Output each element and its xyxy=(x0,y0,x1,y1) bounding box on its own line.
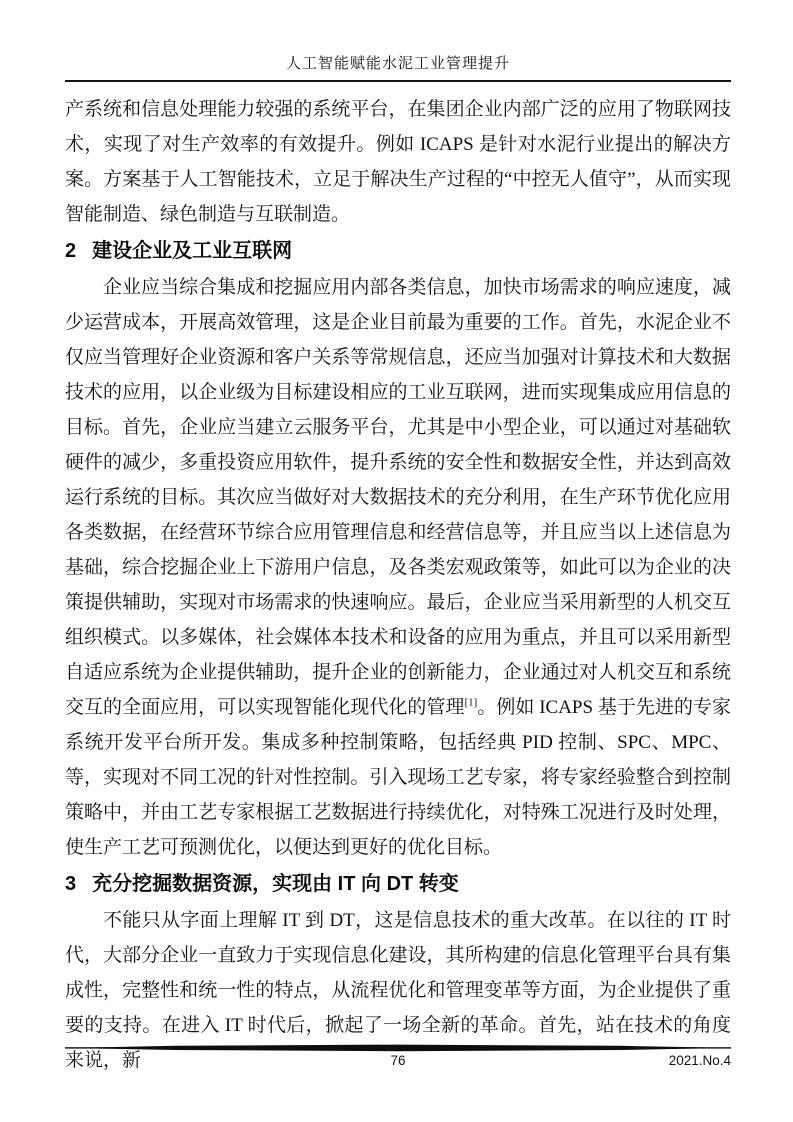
section-2-heading xyxy=(65,232,731,270)
running-header-title: 人工智能赋能水泥工业管理提升 xyxy=(285,56,510,72)
section-3-number: 3 xyxy=(65,873,77,895)
citation-ref-1: [1] xyxy=(464,696,478,709)
running-header xyxy=(65,52,731,82)
page-number: 76 xyxy=(390,1053,406,1068)
page-footer xyxy=(65,1053,731,1073)
footer-divider xyxy=(65,1044,731,1052)
section-2-title: 建设企业及工业互联网 xyxy=(92,240,293,262)
document-body xyxy=(65,92,731,1078)
section-2-paragraph-text: 企业应当综合集成和挖掘应用内部各类信息，加快市场需求的响应速度，减少运营成本，开展高效管理，这是企业目前最为重要的工作。首先，水泥企业不仅应当管理好企业资源和客户关系等常规信息，还应当加强对计算技术和大数据技术的应用，以企业级为目标建设相应的工业互联网，进而实现集成应用信息的目标。首先，企业应当建立云服务平台，尤其是中小型企业，可以通过对基础软硬件的减少，多重投资应用软件，提升系统的安全性和数据安全性，并达到高效运行系统的目标。其次应当做好对大数据技术的充分利用，在生产环节优化应用各类数据，在经营环节综合应用管理信息和经营信息等，并且应当以上述信息为基础，综合挖掘企业上下游用户信息，及各类宏观政策等，如此可以为企业的决策提供辅助，实现对市场需求的快速响应。最后，企业应当采用新型的人机交互组织模式。以多媒体，社会媒体本技术和设备的应用为重点，并且可以采用新型自适应系统为企业提供辅助，提升企业的创新能力，企业通过对人机交互和系统交互的全面应用，可以实现智能化现代化的管理 xyxy=(65,277,731,718)
section-2-paragraph xyxy=(65,270,731,865)
section-3-paragraph: 不能只从字面上理解 IT 到 DT，这是信息技术的重大改革。在以往的 IT 时代，大部分企业一直致力于实现信息化建设，其所构建的信息化管理平台具有集成性，完整性和统一性的特点，从流程优化和管理变革等方面，为企业提供了重要的支持。在进入 IT 时代后，掀起了一场全新的革命。首先，站在技术的角度来说，新 xyxy=(65,910,731,1071)
issue-number: 2021.No.4 xyxy=(668,1053,731,1068)
section-3-heading xyxy=(65,865,731,903)
section-3-title: 充分挖掘数据资源，实现由 IT 向 DT 转变 xyxy=(92,873,459,895)
section-2-paragraph-text-after-citation: 。例如 ICAPS 基于先进的专家系统开发平台所开发。集成多种控制策略，包括经典 PID 控制、SPC、MPC、等，实现对不同工况的针对性控制。引入现场工艺专家，将专家经验整合到控制策略中，并由工艺专家根据工艺数据进行持续优化，对特殊工况进行及时处理，使生产工艺可预测优化，以便达到更好的优化目标。 xyxy=(65,697,731,858)
section-2-number: 2 xyxy=(65,240,77,262)
paragraph-intro-continuation: 产系统和信息处理能力较强的系统平台，在集团企业内部广泛的应用了物联网技术，实现了对生产效率的有效提升。例如 ICAPS 是针对水泥行业提出的解决方案。方案基于人工智能技术，立足于解决生产过程的“中控无人值守”，从而实现智能制造、绿色制造与互联制造。 xyxy=(65,99,731,225)
